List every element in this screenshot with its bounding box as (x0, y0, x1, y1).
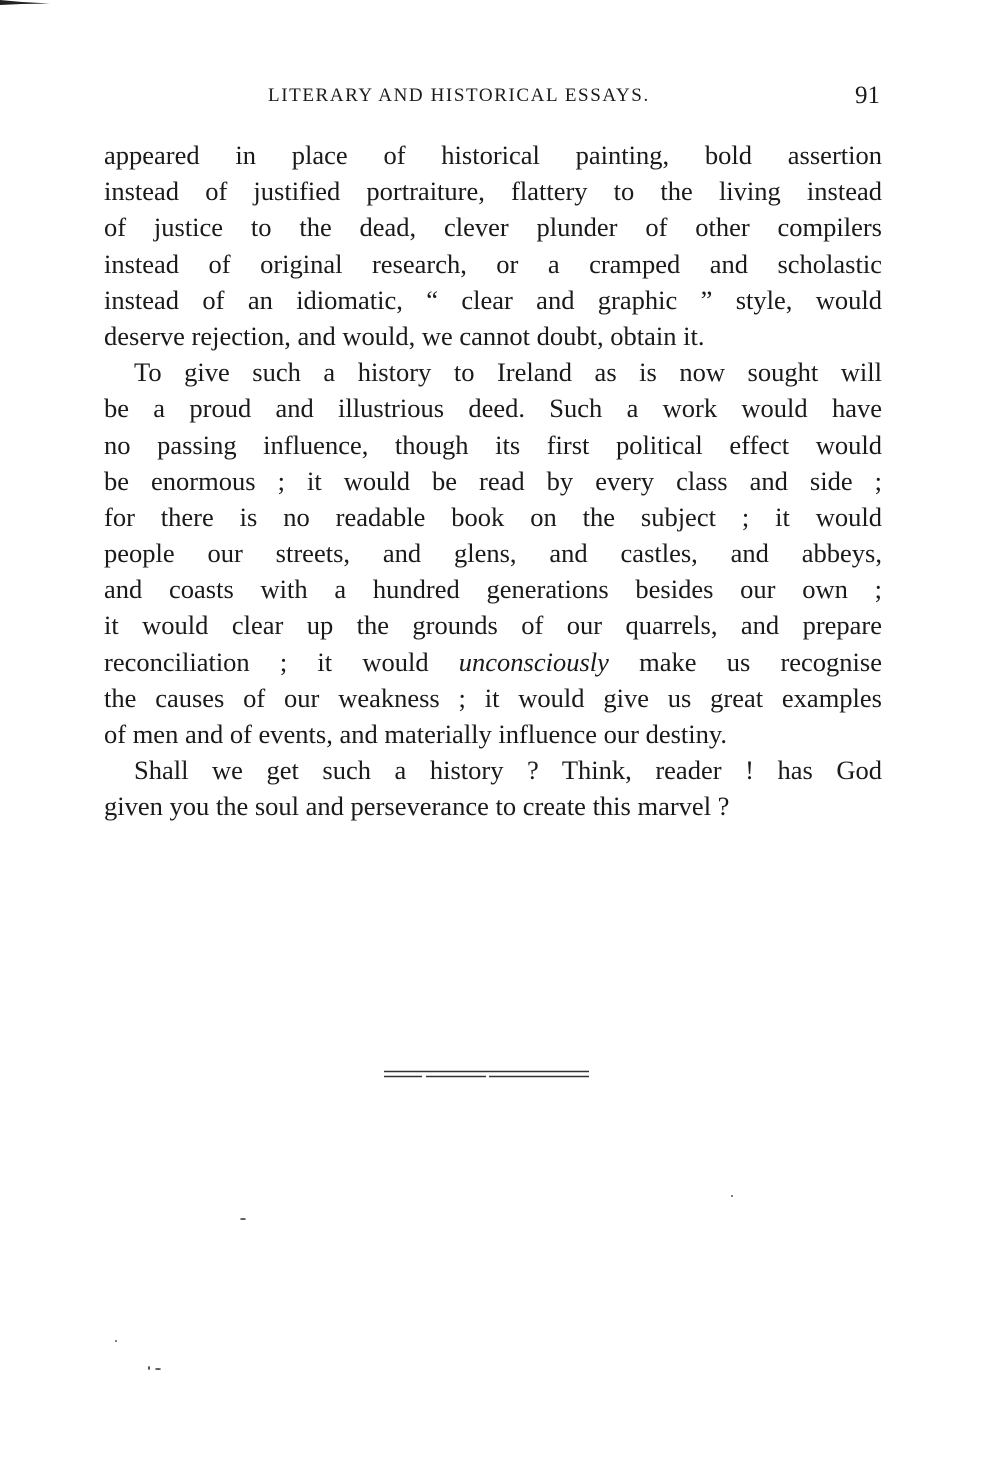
paragraph-start-line: Shall we get such a history ? Think, reader ! has God (134, 755, 882, 786)
page-number: 91 (855, 82, 880, 109)
paper-speck (148, 1366, 150, 1370)
paragraph-end-line: given you the soul and perseverance to create this marvel ? (104, 791, 730, 822)
text-line: be enormous ; it would be read by every class and side ; (104, 465, 882, 496)
text-line: and coasts with a hundred generations besides our own ; (104, 574, 882, 605)
paragraph-end-line: of men and of events, and materially influence our destiny. (104, 719, 728, 749)
text-line: instead of an idiomatic, “ clear and graphic ” style, would (104, 284, 882, 315)
text-line: appeared in place of historical painting, bold assertion (104, 140, 882, 170)
line-segment: reconciliation ; it would (104, 646, 459, 677)
running-head (104, 82, 882, 112)
section-end-rule (384, 1069, 589, 1079)
paper-speck (240, 1218, 246, 1220)
printer-corner-mark (0, 0, 50, 6)
emphasized-word: unconsciously (458, 646, 609, 677)
paragraph-end-line: deserve rejection, and would, we cannot doubt, obtain it. (104, 320, 705, 351)
text-line: people our streets, and glens, and castles, and abbeys, (104, 538, 882, 569)
text-line-with-emphasis (104, 644, 882, 680)
paper-speck (115, 1340, 117, 1342)
text-line: for there is no readable book on the subject ; it would (104, 501, 882, 532)
running-title: LITERARY AND HISTORICAL ESSAYS. (268, 85, 650, 106)
paper-speck (731, 1195, 733, 1197)
paper-speck (155, 1368, 161, 1370)
text-line: instead of justified portraiture, flattery to the living instead (104, 176, 882, 207)
paragraph-start-line: To give such a history to Ireland as is now sought will (134, 357, 882, 388)
text-line: of justice to the dead, clever plunder of other compilers (104, 212, 882, 243)
text-line: instead of original research, or a cramped and scholastic (104, 248, 882, 279)
text-line: be a proud and illustrious deed. Such a work would have (104, 393, 882, 424)
essay-body (104, 137, 882, 825)
text-line: no passing influence, though its first political effect would (104, 429, 882, 460)
line-segment: make us recognise (608, 646, 882, 677)
text-line: the causes of our weakness ; it would give us great examples (104, 682, 882, 713)
text-line: it would clear up the grounds of our quarrels, and prepare (104, 610, 882, 641)
